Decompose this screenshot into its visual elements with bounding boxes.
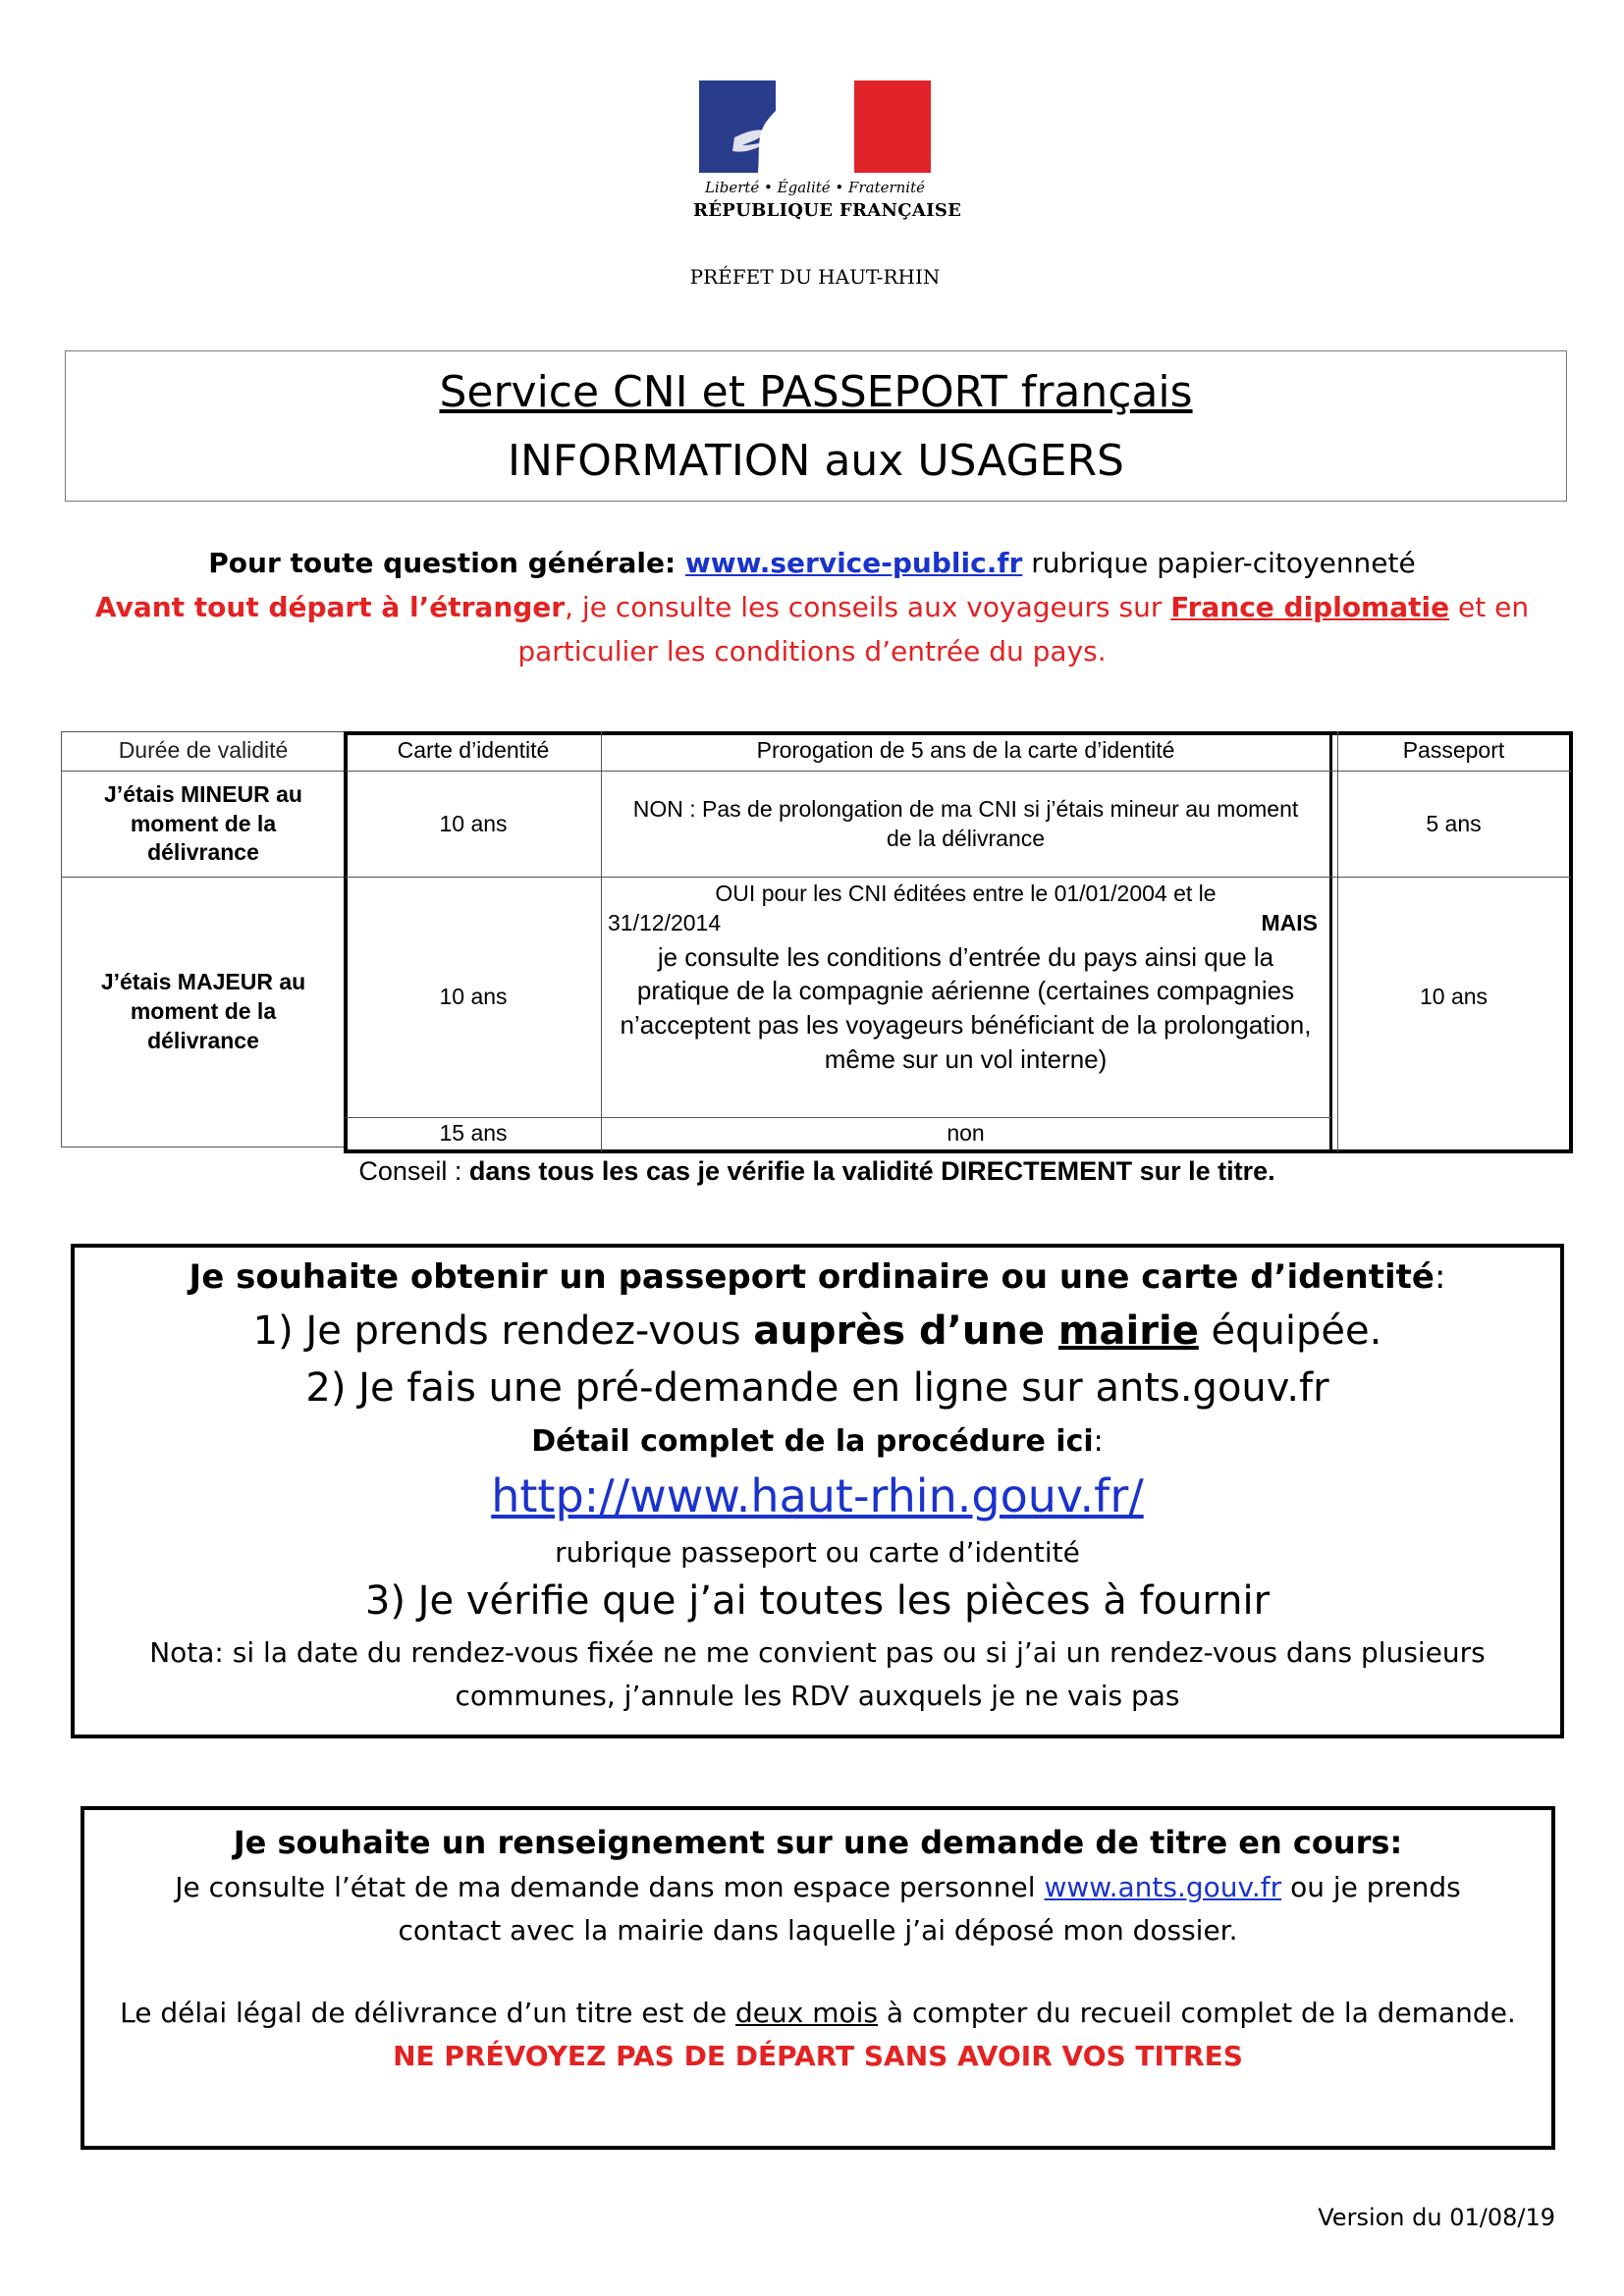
intro-depart-end: et en [1449, 591, 1530, 623]
conseil-note [61, 1156, 1573, 1187]
delai-a: Le délai légal de délivrance d’un titre est de [120, 1997, 736, 2029]
nota-line-1: Nota: si la date du rendez-vous fixée ne me convient pas ou si j’ai un rendez-vous dans plusieurs [149, 1636, 1486, 1669]
row-majeur-cni: 10 ans [439, 984, 508, 1010]
conseil-text: dans tous les cas je vérifie la validité DIRECTEMENT sur le titre. [468, 1156, 1275, 1186]
version-label: Version du 01/08/19 [1318, 2204, 1555, 2231]
request-status-box [81, 1806, 1555, 2150]
step-1-d: équipée. [1198, 1308, 1382, 1354]
row-majeur-passeport: 10 ans [1419, 984, 1489, 1010]
row-majeur-prorogation [602, 878, 1329, 1117]
title-box [65, 350, 1567, 502]
prorogation-date: 31/12/2014 [608, 909, 722, 935]
republic-name: RÉPUBLIQUE FRANÇAISE [693, 200, 962, 221]
intro-question-suffix: rubrique papier-citoyenneté [1022, 547, 1416, 579]
page-title: Service CNI et PASSEPORT français [439, 367, 1193, 417]
step-2: 2) Je fais une pré-demande en ligne sur ants.gouv.fr [305, 1365, 1329, 1411]
prorogation-oui: OUI pour les CNI éditées entre le 01/01/2004 et le [715, 881, 1217, 906]
detail-text: Détail complet de la procédure ici [531, 1424, 1094, 1459]
row-majeur-cni-15: 15 ans [439, 1120, 508, 1147]
row-mineur-label: J’étais MINEUR au moment de la délivrance [104, 780, 302, 866]
row-mineur-passeport: 5 ans [1426, 810, 1482, 836]
step-1-b: auprès d’une [753, 1308, 1058, 1354]
step-1 [75, 1308, 1560, 1354]
box3-heading: Je souhaite un renseignement sur une demande de titre en cours: [233, 1824, 1403, 1861]
detail-colon: : [1093, 1424, 1104, 1459]
obtain-document-box [71, 1244, 1564, 1738]
intro-depart [59, 591, 1565, 623]
rubrique-line: rubrique passeport ou carte d’identité [555, 1536, 1080, 1569]
nota-line-2: communes, j’annule les RDV auxquels je ne vais pas [455, 1680, 1180, 1712]
page-subtitle: INFORMATION aux USAGERS [508, 436, 1124, 486]
box3-line-1-a: Je consulte l’état de ma demande dans mon espace personnel [175, 1871, 1045, 1903]
intro-depart-text: , je consulte les conseils aux voyageurs sur [565, 591, 1171, 623]
france-diplomatie-link[interactable]: France diplomatie [1170, 591, 1450, 623]
box2-heading-colon: : [1434, 1257, 1446, 1297]
service-public-link[interactable]: www.service-public.fr [684, 547, 1023, 579]
intro-depart-bold: Avant tout départ à l’étranger [94, 591, 566, 623]
step-1-a: 1) Je prends rendez-vous [252, 1308, 754, 1354]
intro-question-prefix: Pour toute question générale: [208, 547, 685, 579]
prefet-label: PRÉFET DU HAUT-RHIN [689, 265, 941, 289]
box3-line-1 [84, 1871, 1551, 1903]
box2-heading [75, 1257, 1560, 1297]
box2-heading-text: Je souhaite obtenir un passeport ordinaire ou une carte d’identité [189, 1257, 1435, 1297]
step-3: 3) Je vérifie que j’ai toutes les pièces à fournir [364, 1578, 1271, 1624]
marianne-flag-icon [699, 80, 931, 173]
prorogation-mais: MAIS [1261, 909, 1318, 935]
intro-question [59, 547, 1565, 579]
box3-line-1-b: ou je prends [1281, 1871, 1461, 1903]
haut-rhin-link[interactable]: http://www.haut-rhin.gouv.fr/ [491, 1469, 1144, 1522]
motto: Liberté • Égalité • Fraternité [704, 179, 926, 196]
delai-line [84, 1997, 1551, 2029]
header-prorogation: Prorogation de 5 ans de la carte d’identité [756, 737, 1175, 764]
marianne-logo [693, 80, 962, 293]
header-duree: Durée de validité [118, 737, 289, 764]
prorogation-conditions: je consulte les conditions d’entrée du pays ainsi que la pratique de la compagnie aérienne (certaines compagnies n’acceptent pas les voyageurs bénéficiant de la prolongation, même sur un vol interne) [620, 941, 1312, 1074]
box3-line-2: contact avec la mairie dans laquelle j’ai déposé mon dossier. [398, 1914, 1238, 1947]
delai-b: à compter du recueil complet de la demande. [878, 1997, 1516, 2029]
row-majeur-prorogation-non: non [947, 1120, 985, 1147]
validity-table [61, 731, 1573, 1153]
detail-line [75, 1424, 1560, 1459]
header-carte: Carte d’identité [397, 737, 550, 764]
row-majeur-label: J’étais MAJEUR au moment de la délivrance [100, 969, 306, 1053]
conseil-prefix: Conseil : [358, 1156, 469, 1186]
ants-link[interactable]: www.ants.gouv.fr [1044, 1871, 1282, 1903]
header-passeport: Passeport [1402, 737, 1505, 764]
step-1-mairie: mairie [1057, 1308, 1199, 1354]
intro-depart-line3: particulier les conditions d’entrée du pays. [517, 635, 1107, 667]
warning-line: NE PRÉVOYEZ PAS DE DÉPART SANS AVOIR VOS TITRES [393, 2040, 1243, 2072]
haut-rhin-link-line [75, 1469, 1560, 1522]
row-mineur-cni: 10 ans [439, 810, 508, 836]
row-mineur-prorogation: NON : Pas de prolongation de ma CNI si j’étais mineur au moment de la délivrance [632, 795, 1299, 851]
delai-deux-mois: deux mois [735, 1997, 879, 2029]
